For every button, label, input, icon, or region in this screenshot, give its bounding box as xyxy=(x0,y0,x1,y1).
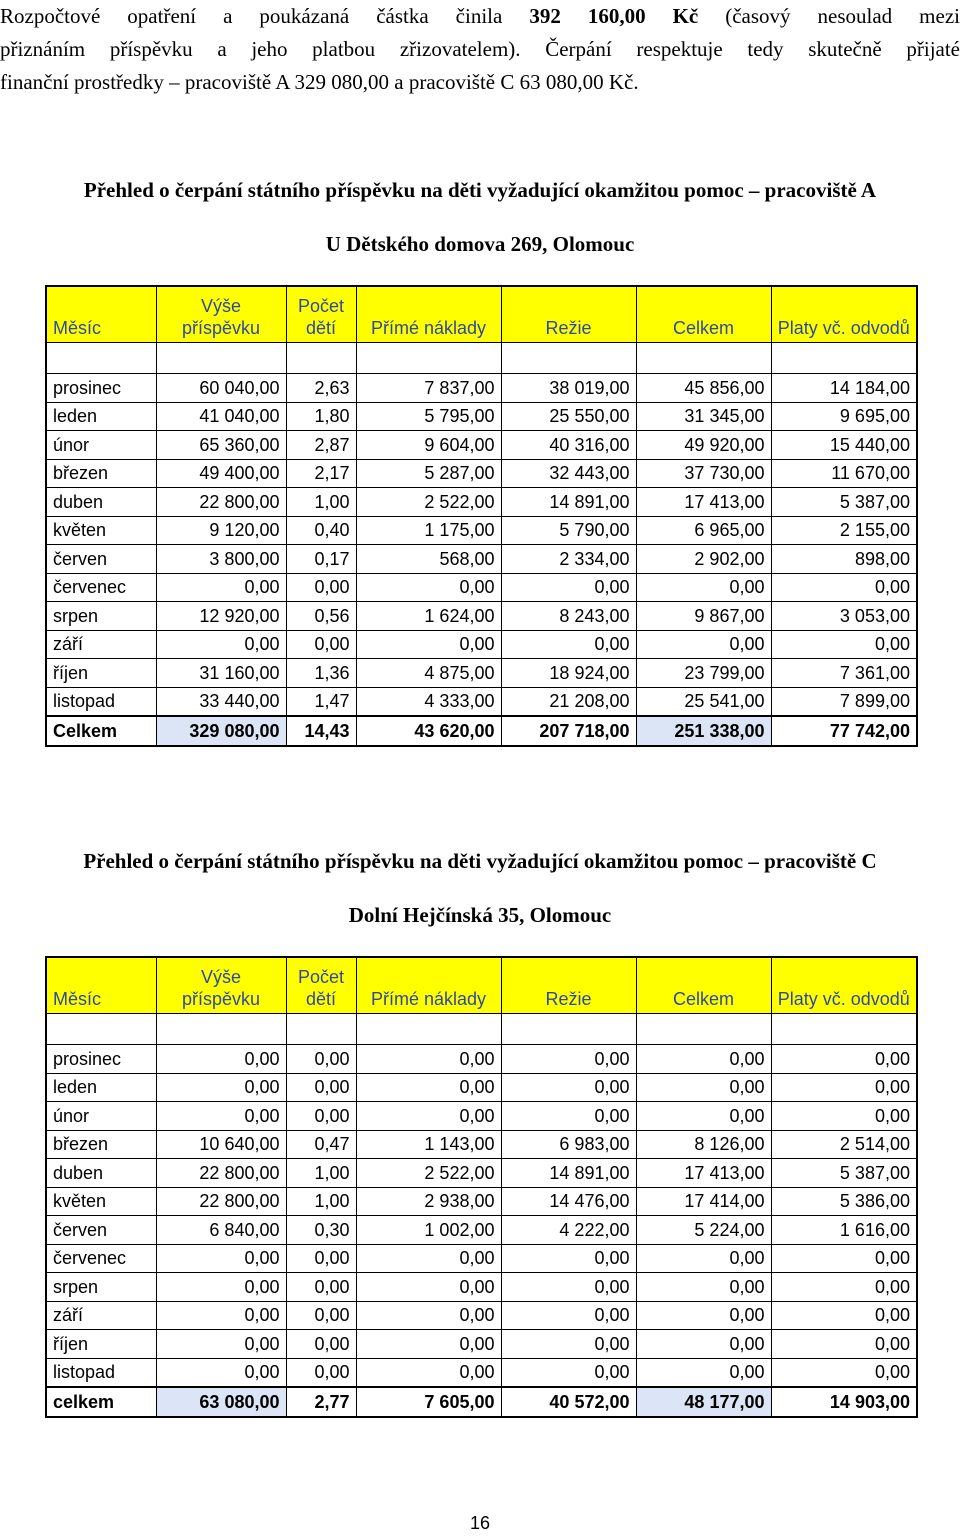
value-cell: 7 899,00 xyxy=(771,687,917,716)
month-cell: srpen xyxy=(46,602,156,631)
value-cell: 5 287,00 xyxy=(356,459,501,488)
table-pracoviste-c xyxy=(45,956,918,1418)
value-cell: 0,00 xyxy=(156,630,286,659)
empty-cell xyxy=(501,343,636,374)
total-row xyxy=(46,1387,917,1417)
value-cell: 5 790,00 xyxy=(501,516,636,545)
table-row xyxy=(46,1244,917,1273)
value-cell: 45 856,00 xyxy=(636,374,771,403)
value-cell: 0,56 xyxy=(286,602,356,631)
value-cell: 0,00 xyxy=(286,1273,356,1302)
value-cell: 0,00 xyxy=(636,1358,771,1387)
value-cell: 0,47 xyxy=(286,1130,356,1159)
month-cell: leden xyxy=(46,1073,156,1102)
value-cell: 21 208,00 xyxy=(501,687,636,716)
value-cell: 37 730,00 xyxy=(636,459,771,488)
value-cell: 0,00 xyxy=(501,573,636,602)
value-cell: 49 920,00 xyxy=(636,431,771,460)
value-cell: 0,00 xyxy=(501,630,636,659)
value-cell: 0,00 xyxy=(771,1045,917,1074)
month-cell: červen xyxy=(46,1216,156,1245)
value-cell: 0,00 xyxy=(356,1301,501,1330)
value-cell: 3 800,00 xyxy=(156,545,286,574)
month-cell: prosinec xyxy=(46,1045,156,1074)
total-value: 251 338,00 xyxy=(636,716,771,746)
value-cell: 1,36 xyxy=(286,659,356,688)
month-cell: duben xyxy=(46,488,156,517)
spacer-row xyxy=(46,1014,917,1045)
value-cell: 38 019,00 xyxy=(501,374,636,403)
table-row xyxy=(46,1130,917,1159)
value-cell: 0,00 xyxy=(156,1244,286,1273)
total-label: celkem xyxy=(46,1387,156,1417)
total-value: 329 080,00 xyxy=(156,716,286,746)
value-cell: 0,00 xyxy=(771,1330,917,1359)
value-cell: 22 800,00 xyxy=(156,1159,286,1188)
value-cell: 10 640,00 xyxy=(156,1130,286,1159)
month-cell: březen xyxy=(46,459,156,488)
table-row xyxy=(46,602,917,631)
value-cell: 9 120,00 xyxy=(156,516,286,545)
table-row xyxy=(46,545,917,574)
value-cell: 0,00 xyxy=(286,1358,356,1387)
month-cell: červenec xyxy=(46,573,156,602)
table-row xyxy=(46,374,917,403)
table-row xyxy=(46,1216,917,1245)
value-cell: 65 360,00 xyxy=(156,431,286,460)
page-number: 16 xyxy=(469,1513,491,1533)
value-cell: 0,00 xyxy=(156,1045,286,1074)
value-cell: 4 222,00 xyxy=(501,1216,636,1245)
value-cell: 0,00 xyxy=(636,1073,771,1102)
table-row xyxy=(46,1301,917,1330)
value-cell: 1,00 xyxy=(286,1159,356,1188)
empty-cell xyxy=(636,1014,771,1045)
total-value: 207 718,00 xyxy=(501,716,636,746)
empty-cell xyxy=(156,1014,286,1045)
column-header: Počet dětí xyxy=(286,286,356,343)
value-cell: 22 800,00 xyxy=(156,1187,286,1216)
value-cell: 9 695,00 xyxy=(771,402,917,431)
table-row xyxy=(46,687,917,716)
value-cell: 2 522,00 xyxy=(356,488,501,517)
table-row xyxy=(46,1159,917,1188)
value-cell: 0,00 xyxy=(286,1330,356,1359)
value-cell: 2,63 xyxy=(286,374,356,403)
value-cell: 18 924,00 xyxy=(501,659,636,688)
month-cell: duben xyxy=(46,1159,156,1188)
month-cell: únor xyxy=(46,431,156,460)
value-cell: 0,00 xyxy=(286,573,356,602)
month-cell: září xyxy=(46,1301,156,1330)
value-cell: 60 040,00 xyxy=(156,374,286,403)
value-cell: 0,40 xyxy=(286,516,356,545)
value-cell: 0,00 xyxy=(286,630,356,659)
table-pracoviste-a xyxy=(45,285,918,747)
intro-line-3: finanční prostředky – pracoviště A 329 080,00 a pracoviště C 63 080,00 Kč. xyxy=(0,70,639,94)
value-cell: 2 902,00 xyxy=(636,545,771,574)
value-cell: 5 224,00 xyxy=(636,1216,771,1245)
value-cell: 0,00 xyxy=(156,573,286,602)
empty-cell xyxy=(636,343,771,374)
value-cell: 2,17 xyxy=(286,459,356,488)
empty-cell xyxy=(156,343,286,374)
value-cell: 32 443,00 xyxy=(501,459,636,488)
month-cell: únor xyxy=(46,1102,156,1131)
value-cell: 2 155,00 xyxy=(771,516,917,545)
table-row xyxy=(46,1187,917,1216)
value-cell: 0,17 xyxy=(286,545,356,574)
value-cell: 0,00 xyxy=(636,1244,771,1273)
column-header: Platy vč. odvodů xyxy=(771,957,917,1014)
month-cell: červen xyxy=(46,545,156,574)
column-header: Počet dětí xyxy=(286,957,356,1014)
column-header: Měsíc xyxy=(46,286,156,343)
month-cell: prosinec xyxy=(46,374,156,403)
value-cell: 31 345,00 xyxy=(636,402,771,431)
value-cell: 14 891,00 xyxy=(501,488,636,517)
value-cell: 0,00 xyxy=(286,1244,356,1273)
value-cell: 25 550,00 xyxy=(501,402,636,431)
value-cell: 0,00 xyxy=(501,1073,636,1102)
month-cell: říjen xyxy=(46,1330,156,1359)
intro-text: (časový nesoulad mezi xyxy=(698,4,960,28)
total-value: 43 620,00 xyxy=(356,716,501,746)
value-cell: 898,00 xyxy=(771,545,917,574)
month-cell: květen xyxy=(46,516,156,545)
value-cell: 22 800,00 xyxy=(156,488,286,517)
value-cell: 0,00 xyxy=(771,1273,917,1302)
table-row xyxy=(46,1273,917,1302)
column-header: Výše příspěvku xyxy=(156,286,286,343)
value-cell: 0,00 xyxy=(356,1273,501,1302)
value-cell: 1 175,00 xyxy=(356,516,501,545)
intro-paragraph xyxy=(0,0,960,99)
total-row xyxy=(46,716,917,746)
value-cell: 1 624,00 xyxy=(356,602,501,631)
value-cell: 17 414,00 xyxy=(636,1187,771,1216)
table-row xyxy=(46,459,917,488)
value-cell: 0,00 xyxy=(156,1301,286,1330)
value-cell: 11 670,00 xyxy=(771,459,917,488)
value-cell: 49 400,00 xyxy=(156,459,286,488)
value-cell: 0,00 xyxy=(156,1358,286,1387)
month-cell: leden xyxy=(46,402,156,431)
header-row xyxy=(46,957,917,1014)
value-cell: 568,00 xyxy=(356,545,501,574)
value-cell: 0,00 xyxy=(771,1073,917,1102)
total-value: 2,77 xyxy=(286,1387,356,1417)
total-value: 14 903,00 xyxy=(771,1387,917,1417)
table-row xyxy=(46,1330,917,1359)
column-header: Režie xyxy=(501,286,636,343)
value-cell: 40 316,00 xyxy=(501,431,636,460)
value-cell: 0,00 xyxy=(636,1045,771,1074)
value-cell: 0,00 xyxy=(636,1301,771,1330)
empty-cell xyxy=(771,343,917,374)
value-cell: 1,80 xyxy=(286,402,356,431)
value-cell: 0,00 xyxy=(771,1358,917,1387)
value-cell: 25 541,00 xyxy=(636,687,771,716)
intro-line-1 xyxy=(0,0,960,33)
value-cell: 0,00 xyxy=(356,1045,501,1074)
value-cell: 0,00 xyxy=(501,1301,636,1330)
value-cell: 0,00 xyxy=(156,1273,286,1302)
month-cell: říjen xyxy=(46,659,156,688)
value-cell: 1 002,00 xyxy=(356,1216,501,1245)
value-cell: 17 413,00 xyxy=(636,488,771,517)
spacer-row xyxy=(46,343,917,374)
month-cell: březen xyxy=(46,1130,156,1159)
value-cell: 31 160,00 xyxy=(156,659,286,688)
section-c-subheading: Dolní Hejčínská 35, Olomouc xyxy=(348,903,612,927)
value-cell: 0,00 xyxy=(356,1330,501,1359)
value-cell: 4 875,00 xyxy=(356,659,501,688)
section-c-heading: Přehled o čerpání státního příspěvku na děti vyžadující okamžitou pomoc – pracoviště C xyxy=(83,849,877,873)
intro-amount: 392 160,00 Kč xyxy=(529,4,699,28)
value-cell: 0,00 xyxy=(501,1045,636,1074)
value-cell: 0,00 xyxy=(771,630,917,659)
empty-cell xyxy=(286,343,356,374)
value-cell: 0,00 xyxy=(501,1358,636,1387)
value-cell: 3 053,00 xyxy=(771,602,917,631)
value-cell: 0,00 xyxy=(356,1358,501,1387)
value-cell: 7 837,00 xyxy=(356,374,501,403)
value-cell: 0,00 xyxy=(156,1073,286,1102)
value-cell: 0,00 xyxy=(636,573,771,602)
value-cell: 0,00 xyxy=(636,1330,771,1359)
table-row xyxy=(46,1073,917,1102)
intro-line-2: přiznáním příspěvku a jeho platbou zřizovatelem). Čerpání respektuje tedy skutečně přijaté xyxy=(0,37,960,61)
value-cell: 0,00 xyxy=(501,1273,636,1302)
value-cell: 0,00 xyxy=(771,1301,917,1330)
value-cell: 2 514,00 xyxy=(771,1130,917,1159)
value-cell: 0,00 xyxy=(636,1273,771,1302)
table-row xyxy=(46,630,917,659)
value-cell: 0,00 xyxy=(286,1045,356,1074)
value-cell: 0,00 xyxy=(501,1102,636,1131)
total-label: Celkem xyxy=(46,716,156,746)
empty-cell xyxy=(46,1014,156,1045)
value-cell: 0,00 xyxy=(636,630,771,659)
value-cell: 4 333,00 xyxy=(356,687,501,716)
total-value: 40 572,00 xyxy=(501,1387,636,1417)
value-cell: 2 334,00 xyxy=(501,545,636,574)
month-cell: listopad xyxy=(46,687,156,716)
month-cell: květen xyxy=(46,1187,156,1216)
table-row xyxy=(46,1102,917,1131)
value-cell: 12 920,00 xyxy=(156,602,286,631)
value-cell: 14 476,00 xyxy=(501,1187,636,1216)
section-a-subheading: U Dětského domova 269, Olomouc xyxy=(325,232,635,256)
value-cell: 5 795,00 xyxy=(356,402,501,431)
value-cell: 0,00 xyxy=(356,1102,501,1131)
column-header: Celkem xyxy=(636,957,771,1014)
table-row xyxy=(46,402,917,431)
value-cell: 0,00 xyxy=(771,1102,917,1131)
empty-cell xyxy=(356,343,501,374)
value-cell: 8 126,00 xyxy=(636,1130,771,1159)
value-cell: 0,00 xyxy=(636,1102,771,1131)
column-header: Měsíc xyxy=(46,957,156,1014)
value-cell: 14 891,00 xyxy=(501,1159,636,1188)
column-header: Režie xyxy=(501,957,636,1014)
column-header: Přímé náklady xyxy=(356,957,501,1014)
value-cell: 0,00 xyxy=(286,1301,356,1330)
column-header: Přímé náklady xyxy=(356,286,501,343)
value-cell: 9 604,00 xyxy=(356,431,501,460)
total-value: 7 605,00 xyxy=(356,1387,501,1417)
value-cell: 2 938,00 xyxy=(356,1187,501,1216)
month-cell: červenec xyxy=(46,1244,156,1273)
value-cell: 0,00 xyxy=(771,573,917,602)
empty-cell xyxy=(501,1014,636,1045)
value-cell: 9 867,00 xyxy=(636,602,771,631)
value-cell: 6 983,00 xyxy=(501,1130,636,1159)
value-cell: 1,00 xyxy=(286,488,356,517)
value-cell: 0,00 xyxy=(501,1330,636,1359)
value-cell: 1 616,00 xyxy=(771,1216,917,1245)
value-cell: 8 243,00 xyxy=(501,602,636,631)
value-cell: 0,00 xyxy=(356,630,501,659)
total-value: 63 080,00 xyxy=(156,1387,286,1417)
table-row xyxy=(46,1358,917,1387)
value-cell: 7 361,00 xyxy=(771,659,917,688)
empty-cell xyxy=(46,343,156,374)
value-cell: 23 799,00 xyxy=(636,659,771,688)
header-row xyxy=(46,286,917,343)
value-cell: 0,00 xyxy=(501,1244,636,1273)
table-row xyxy=(46,659,917,688)
value-cell: 1,47 xyxy=(286,687,356,716)
value-cell: 0,00 xyxy=(156,1102,286,1131)
value-cell: 2,87 xyxy=(286,431,356,460)
value-cell: 0,00 xyxy=(356,1244,501,1273)
total-value: 48 177,00 xyxy=(636,1387,771,1417)
value-cell: 6 840,00 xyxy=(156,1216,286,1245)
table-row xyxy=(46,488,917,517)
empty-cell xyxy=(286,1014,356,1045)
value-cell: 17 413,00 xyxy=(636,1159,771,1188)
value-cell: 0,00 xyxy=(286,1102,356,1131)
month-cell: listopad xyxy=(46,1358,156,1387)
empty-cell xyxy=(356,1014,501,1045)
value-cell: 1,00 xyxy=(286,1187,356,1216)
column-header: Platy vč. odvodů xyxy=(771,286,917,343)
value-cell: 14 184,00 xyxy=(771,374,917,403)
column-header: Celkem xyxy=(636,286,771,343)
table-row xyxy=(46,516,917,545)
value-cell: 15 440,00 xyxy=(771,431,917,460)
value-cell: 41 040,00 xyxy=(156,402,286,431)
value-cell: 0,00 xyxy=(356,1073,501,1102)
table-row xyxy=(46,573,917,602)
month-cell: srpen xyxy=(46,1273,156,1302)
value-cell: 5 387,00 xyxy=(771,1159,917,1188)
table-row xyxy=(46,431,917,460)
month-cell: září xyxy=(46,630,156,659)
value-cell: 0,00 xyxy=(286,1073,356,1102)
value-cell: 0,00 xyxy=(156,1330,286,1359)
section-a-heading: Přehled o čerpání státního příspěvku na děti vyžadující okamžitou pomoc – pracoviště A xyxy=(83,178,877,202)
value-cell: 0,30 xyxy=(286,1216,356,1245)
value-cell: 33 440,00 xyxy=(156,687,286,716)
value-cell: 1 143,00 xyxy=(356,1130,501,1159)
table-row xyxy=(46,1045,917,1074)
intro-text: Rozpočtové opatření a poukázaná částka činila xyxy=(0,4,530,28)
value-cell: 5 387,00 xyxy=(771,488,917,517)
total-value: 14,43 xyxy=(286,716,356,746)
value-cell: 6 965,00 xyxy=(636,516,771,545)
value-cell: 0,00 xyxy=(356,573,501,602)
column-header: Výše příspěvku xyxy=(156,957,286,1014)
empty-cell xyxy=(771,1014,917,1045)
value-cell: 5 386,00 xyxy=(771,1187,917,1216)
value-cell: 2 522,00 xyxy=(356,1159,501,1188)
value-cell: 0,00 xyxy=(771,1244,917,1273)
total-value: 77 742,00 xyxy=(771,716,917,746)
